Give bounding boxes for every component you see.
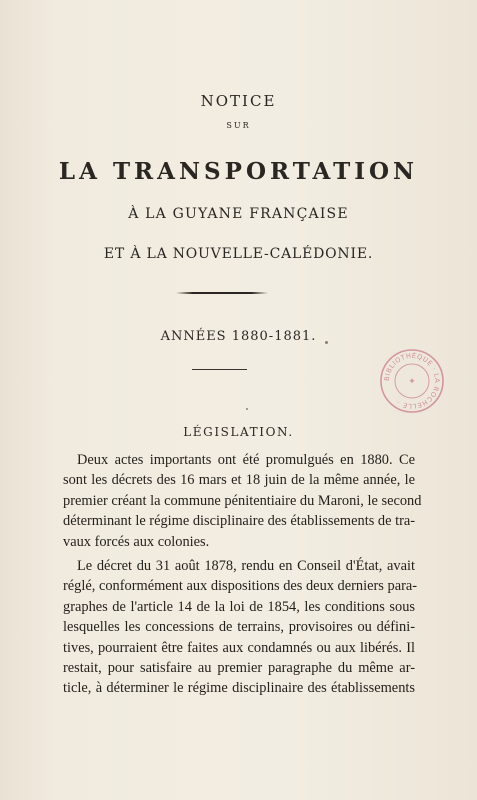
paragraph-1 xyxy=(63,450,422,552)
short-rule xyxy=(192,369,247,370)
subtitle-caledonie: ET À LA NOUVELLE-CALÉDONIE. xyxy=(103,246,374,262)
text-line: restait, pour satisfaire au premier paragraphe du même ar- xyxy=(63,660,415,677)
main-title: LA TRANSPORTATION xyxy=(58,158,419,185)
subtitle-guyane: À LA GUYANE FRANÇAISE xyxy=(128,206,349,222)
paper-speck xyxy=(246,408,248,410)
text-line: tives, pourraient être faites aux condamnés ou aux libérés. Il xyxy=(63,639,415,656)
body-text xyxy=(63,450,422,699)
text-line: Deux actes importants ont été promulgués en 1880. Ce xyxy=(77,452,415,468)
text-line: ticle, à déterminer le régime disciplinaire des établissements xyxy=(63,680,415,697)
years-heading: ANNÉES 1880-1881. xyxy=(160,329,317,344)
svg-text:BIBLIOTHÈQUE · LA ROCHELLE ·: BIBLIOTHÈQUE · LA ROCHELLE · xyxy=(382,351,442,411)
paper-speck xyxy=(325,341,328,344)
text-line: premier créant la commune pénitentiaire du Maroni, le second xyxy=(63,492,422,509)
section-heading: LÉGISLATION. xyxy=(183,425,294,439)
library-stamp xyxy=(379,348,445,414)
text-line: sont les décrets des 16 mars et 18 juin de la même année, le xyxy=(63,472,415,489)
text-line: déterminant le régime disciplinaire des établissements de tra- xyxy=(63,513,416,530)
notice-title: NOTICE xyxy=(200,92,277,110)
text-line: graphes de l'article 14 de la loi de 1854, les conditions sous xyxy=(63,598,415,615)
text-line: Le décret du 31 août 1878, rendu en Conseil d'État, avait xyxy=(77,558,415,575)
text-line: lesquelles les concessions de terrains, provisoires ou défini- xyxy=(63,619,415,636)
paragraph-2 xyxy=(63,556,418,699)
sur-word: SUR xyxy=(226,121,251,130)
ornamental-rule xyxy=(176,292,268,294)
text-line: réglé, conformément aux dispositions des deux derniers para- xyxy=(63,578,418,595)
svg-text:✦: ✦ xyxy=(408,377,416,387)
text-line: vaux forcés aux colonies. xyxy=(63,533,210,550)
